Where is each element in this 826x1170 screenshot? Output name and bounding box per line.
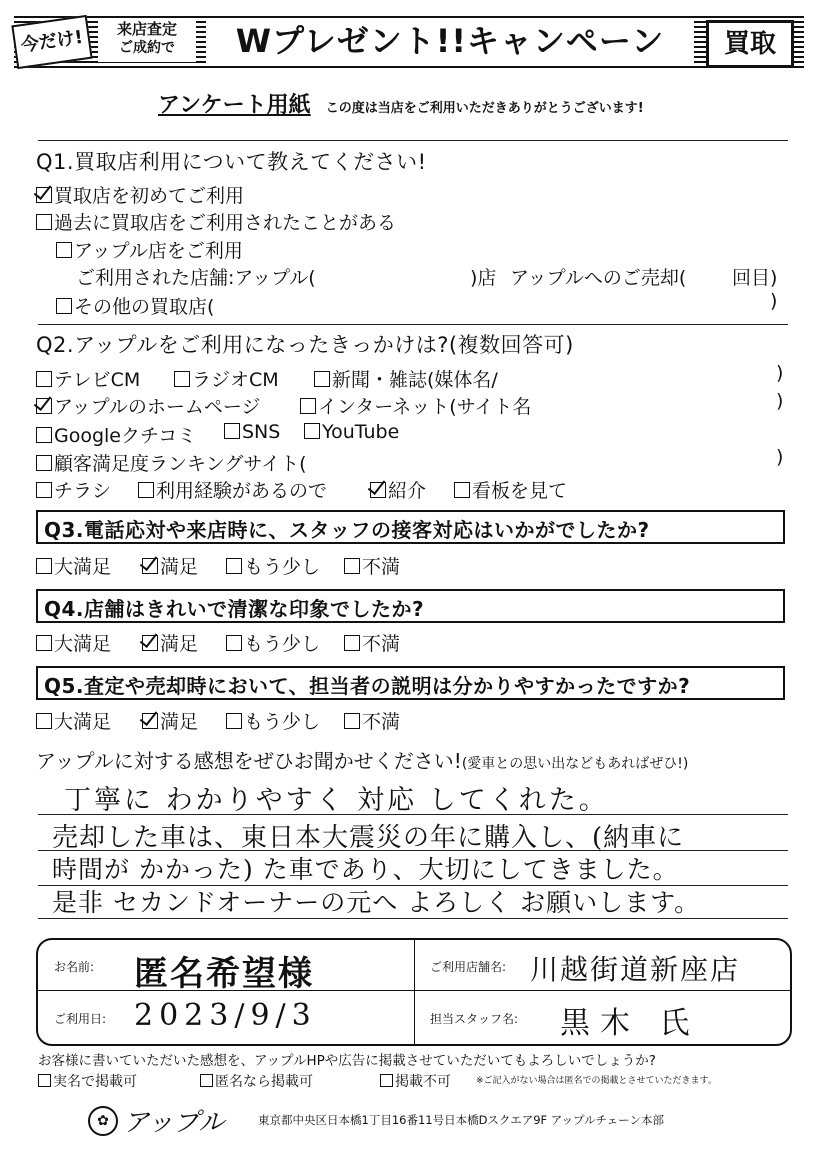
thanks-text: この度は当店をご利用いただきありがとうございます! xyxy=(325,101,644,116)
checkbox[interactable] xyxy=(226,558,242,574)
name-value[interactable]: 匿名希望様 xyxy=(134,954,314,994)
checkbox-checked[interactable] xyxy=(36,398,52,414)
q4-bad[interactable]: 不満 xyxy=(344,629,400,656)
header-banner xyxy=(14,14,804,68)
writing-line xyxy=(38,918,788,919)
checkbox[interactable] xyxy=(36,635,52,651)
q2-referral[interactable]: 紹介 xyxy=(370,476,426,503)
card-divider-v xyxy=(414,940,415,1044)
q5-bad[interactable]: 不満 xyxy=(344,707,400,734)
q4-more[interactable]: もう少し xyxy=(226,629,320,656)
q2-ranking-close: ) xyxy=(776,446,784,468)
q2-sns[interactable]: SNS xyxy=(224,421,280,443)
q2-internet[interactable]: インターネット(サイト名 xyxy=(300,392,531,419)
q5-more[interactable]: もう少し xyxy=(226,707,320,734)
name-label: お名前: xyxy=(54,960,95,974)
q4-question-bar: Q4.店舗はきれいで清潔な印象でしたか? xyxy=(36,589,785,623)
q1-apple-use[interactable]: アップル店をご利用 xyxy=(56,236,243,263)
q2-newspaper[interactable]: 新聞・雑誌(媒体名/ xyxy=(314,365,498,392)
q2-homepage[interactable]: アップルのホームページ xyxy=(36,392,261,419)
q1-first-time[interactable]: 買取店を初めてご利用 xyxy=(36,181,244,208)
q1-other-shop[interactable]: その他の買取店( xyxy=(56,292,214,319)
q1-count-prefix: アップルへのご売却( xyxy=(510,267,687,289)
q3-great[interactable]: 大満足 xyxy=(36,552,111,579)
q2-question: Q2.アップルをご利用になったきっかけは?(複数回答可) xyxy=(36,333,574,357)
checkbox-checked[interactable] xyxy=(142,558,158,574)
permission-anonymous[interactable]: 匿名なら掲載可 xyxy=(200,1071,313,1091)
checkbox[interactable] xyxy=(304,423,320,439)
staff-value[interactable]: 黒木 氏 xyxy=(560,1006,700,1041)
divider xyxy=(38,324,788,325)
divider xyxy=(38,140,788,141)
permission-real-name[interactable]: 実名で掲載可 xyxy=(38,1071,137,1091)
checkbox[interactable] xyxy=(56,298,72,314)
checkbox[interactable] xyxy=(36,371,52,387)
survey-title: アンケート用紙 xyxy=(158,93,311,118)
checkbox[interactable] xyxy=(226,635,242,651)
checkbox[interactable] xyxy=(300,398,316,414)
logo-mark-icon: ✿ xyxy=(88,1106,118,1136)
q2-tv[interactable]: テレビCM xyxy=(36,365,140,392)
feedback-line-3: 時間が かかった) た車であり、大切にしてきました。 xyxy=(52,855,679,884)
permission-question: お客様に書いていただいた感想を、アップルHPや広告に掲載させていただいてもよろしいでしょうか? xyxy=(38,1053,656,1069)
q2-flyer[interactable]: チラシ xyxy=(36,476,111,503)
q3-bad[interactable]: 不満 xyxy=(344,552,400,579)
checkbox[interactable] xyxy=(314,371,330,387)
date-label: ご利用日: xyxy=(54,1012,107,1026)
checkbox[interactable] xyxy=(36,214,52,230)
checkbox[interactable] xyxy=(38,1074,51,1087)
feedback-prompt: アップルに対する感想をぜひお聞かせください!(愛車との思い出などもあればぜひ!) xyxy=(36,749,689,773)
feedback-line-4: 是非 セカンドオーナーの元へ よろしく お願いします。 xyxy=(52,888,701,917)
checkbox-checked[interactable] xyxy=(370,482,386,498)
permission-no[interactable]: 掲載不可 xyxy=(380,1071,451,1091)
date-value[interactable]: 2023/9/3 xyxy=(134,998,317,1033)
q5-great[interactable]: 大満足 xyxy=(36,707,111,734)
checkbox[interactable] xyxy=(224,423,240,439)
staff-label: 担当スタッフ名: xyxy=(430,1012,519,1026)
checkbox[interactable] xyxy=(36,713,52,729)
store-label: ご利用店舗名: xyxy=(430,960,507,974)
permission-note: ※ご記入がない場合は匿名での掲載とさせていただきます。 xyxy=(476,1076,717,1086)
apple-logo: ✿ アップル xyxy=(88,1102,224,1139)
q2-experience[interactable]: 利用経験があるので xyxy=(138,476,327,503)
campaign-title: Wプレゼント!!キャンペーン xyxy=(206,18,694,64)
q5-good[interactable]: 満足 xyxy=(142,707,198,734)
q2-signboard[interactable]: 看板を見て xyxy=(454,476,567,503)
q5-question-bar: Q5.査定や売却時において、担当者の説明は分かりやすかったですか? xyxy=(36,666,785,700)
checkbox-checked[interactable] xyxy=(142,713,158,729)
checkbox-checked[interactable] xyxy=(36,187,52,203)
q1-count-suffix: 回目) xyxy=(732,267,778,289)
feedback-line-1: 丁寧に わかりやすく 対応 してくれた。 xyxy=(64,785,609,816)
badge: 今だけ! xyxy=(11,15,92,69)
feedback-line-2: 売却した車は、東日本大震災の年に購入し、(納車に xyxy=(52,823,685,853)
checkbox[interactable] xyxy=(344,635,360,651)
checkbox[interactable] xyxy=(138,482,154,498)
subheader xyxy=(158,88,644,119)
q2-internet-close: ) xyxy=(776,390,784,412)
q2-google[interactable]: Googleクチコミ xyxy=(36,421,196,448)
checkbox-checked[interactable] xyxy=(142,635,158,651)
condition-text: 来店査定 ご成約で xyxy=(98,20,196,62)
checkbox[interactable] xyxy=(344,558,360,574)
purchase-tag: 買取 xyxy=(706,20,794,68)
q3-good[interactable]: 満足 xyxy=(142,552,198,579)
q1-question: Q1.買取店利用について教えてください! xyxy=(36,150,427,174)
writing-line xyxy=(38,814,788,815)
q3-question-bar: Q3.電話応対や来店時に、スタッフの接客対応はいかがでしたか? xyxy=(36,510,785,544)
q2-radio[interactable]: ラジオCM xyxy=(174,365,279,392)
checkbox[interactable] xyxy=(344,713,360,729)
checkbox[interactable] xyxy=(174,371,190,387)
checkbox[interactable] xyxy=(36,558,52,574)
q1-shop-line: ご利用された店舗:アップル( xyxy=(76,267,316,289)
checkbox[interactable] xyxy=(380,1074,393,1087)
q1-other-close: ) xyxy=(770,290,778,312)
checkbox[interactable] xyxy=(56,242,72,258)
q4-good[interactable]: 満足 xyxy=(142,629,198,656)
q4-great[interactable]: 大満足 xyxy=(36,629,111,656)
q3-more[interactable]: もう少し xyxy=(226,552,320,579)
checkbox[interactable] xyxy=(454,482,470,498)
checkbox[interactable] xyxy=(36,427,52,443)
store-value[interactable]: 川越街道新座店 xyxy=(530,953,741,986)
footer-address: 東京都中央区日本橋1丁目16番11号日本橋Dスクエア9F アップルチェーン本部 xyxy=(258,1113,664,1127)
q2-newspaper-close: ) xyxy=(776,362,784,384)
checkbox[interactable] xyxy=(226,713,242,729)
q1-past-use[interactable]: 過去に買取店をご利用されたことがある xyxy=(36,208,396,235)
checkbox[interactable] xyxy=(200,1074,213,1087)
q1-shop-suffix: )店 xyxy=(470,267,497,289)
checkbox[interactable] xyxy=(36,482,52,498)
q2-youtube[interactable]: YouTube xyxy=(304,421,399,443)
customer-info-card xyxy=(36,938,792,1046)
q2-ranking[interactable]: 顧客満足度ランキングサイト( xyxy=(36,449,307,476)
checkbox[interactable] xyxy=(36,455,52,471)
